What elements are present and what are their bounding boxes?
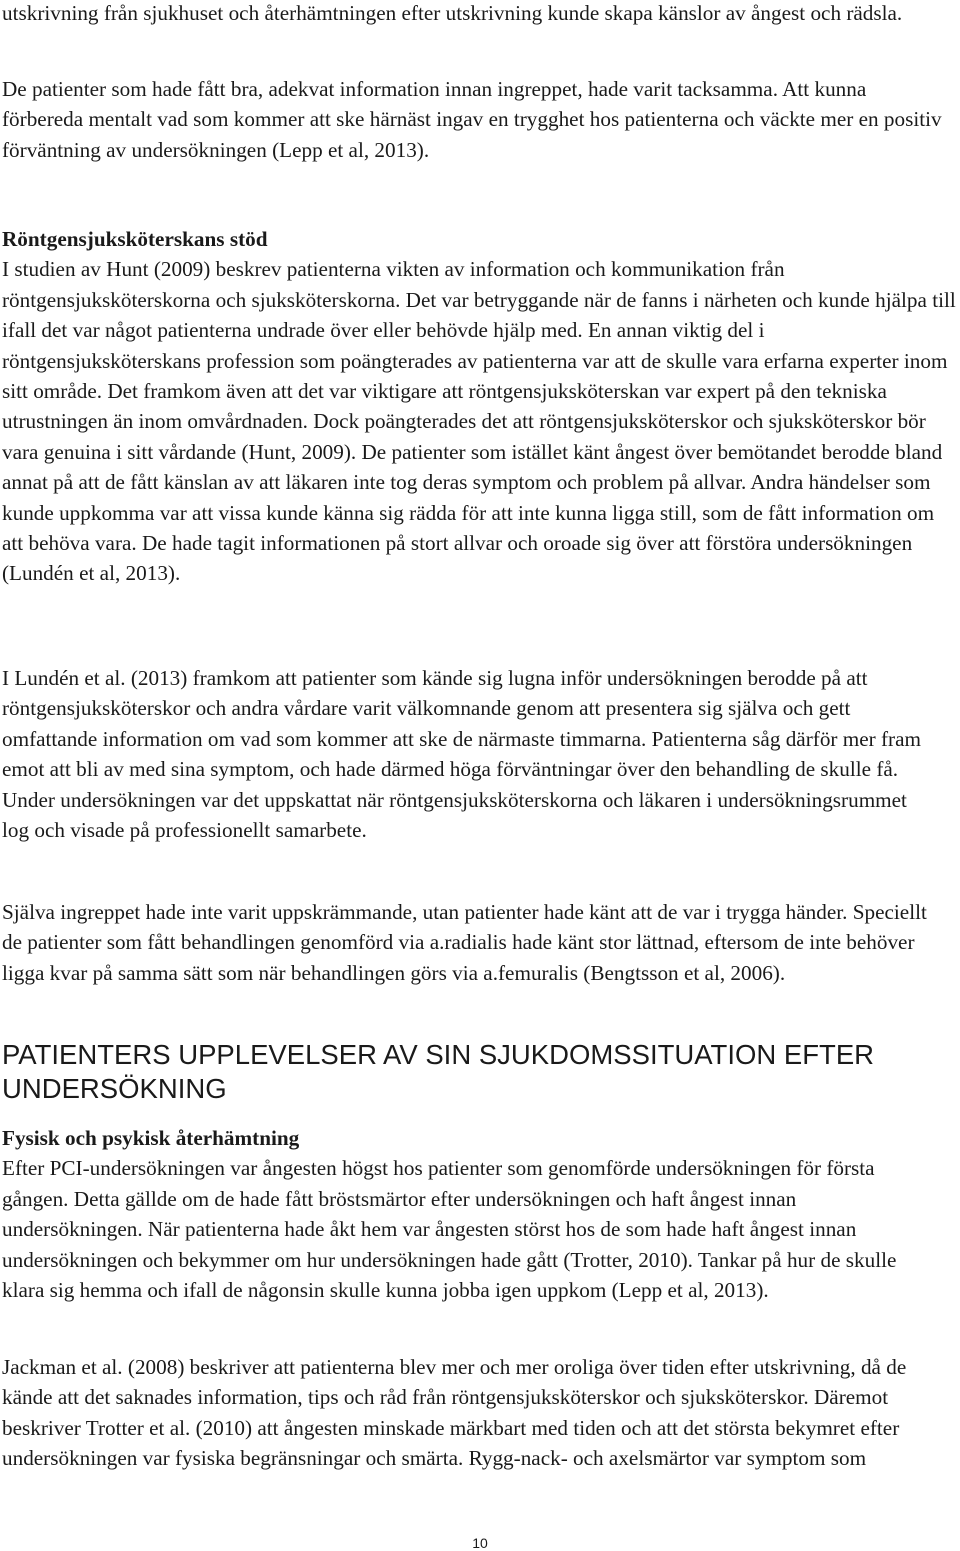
adekvat-information-paragraph: De patienter som hade fått bra, adekvat information innan ingreppet, hade varit tacksamma. Att kunna förbereda mentalt vad som kommer att ske härnäst ingav en trygghet hos patienterna och väckte mer en positiv förväntning av undersökningen (Lepp et al, 2013).: [2, 77, 942, 162]
section-heading-fysisk: Fysisk och psykisk återhämtning: [2, 1126, 300, 1150]
section-fysisk-psykisk-aterhamtning: [2, 1123, 942, 1305]
lunden-paragraph: I Lundén et al. (2013) framkom att patienter som kände sig lugna inför undersökningen berodde på att röntgensjuksköterskor och andra vårdare varit välkomnande genom att presentera sig själva och gett omfattande information om vad som kommer att ske de närmaste timmarna. Patienterna såg därför mer fram emot att bli av med sina symptom, och hade därmed höga förväntningar över den behandling de skulle få. Under undersökningen var det uppskattat när röntgensjuksköterskorna och läkaren i undersökningsrummet log och visade på professionellt samarbete.: [2, 666, 921, 843]
page-number: 10: [472, 1535, 488, 1551]
section-rontgensjukskoterskans-stod: [2, 224, 958, 589]
jackman-paragraph: Jackman et al. (2008) beskriver att patienterna blev mer och mer oroliga över tiden efter utskrivning, då de kände att det saknades information, tips och råd från röntgensjuksköterskor och sjuksköterskor. Däremot beskriver Trotter et al. (2010) att ångesten minskade märkbart med tiden och att det största bekymret efter undersökningen var fysiska begränsningar och smärta. Rygg-nack- och axelsmärtor var symptom som: [2, 1355, 907, 1471]
sjalva-ingreppet-paragraph: Själva ingreppet hade inte varit uppskrämmande, utan patienter hade känt att de var i trygga händer. Speciellt de patienter som fått behandlingen genomförd via a.radialis hade känt stor lättnad, eftersom de inte behöver ligga kvar på samma sätt som när behandlingen görs via a.femuralis (Bengtsson et al, 2006).: [2, 900, 927, 985]
section-body-fysisk: Efter PCI-undersökningen var ångesten högst hos patienter som genomförde undersökningen för första gången. Detta gällde om de hade fått bröstsmärtor efter undersökningen och haft ångest innan undersökningen. När patienterna hade åkt hem var ångesten störst hos de som hade haft ångest innan undersökningen och bekymmer om hur undersökningen hade gått (Trotter, 2010). Tankar på hur de skulle klara sig hemma och ifall de någonsin skulle kunna jobba igen uppkom (Lepp et al, 2013).: [2, 1156, 897, 1303]
continuation-paragraph: utskrivning från sjukhuset och återhämtningen efter utskrivning kunde skapa känslor av ångest och rädsla.: [2, 1, 903, 25]
main-heading: PATIENTERS UPPLEVELSER AV SIN SJUKDOMSSITUATION EFTER UNDERSÖKNING: [2, 1039, 875, 1104]
section-body-stod: I studien av Hunt (2009) beskrev patienterna vikten av information och kommunikation från röntgensjuksköterskorna och sjuksköterskorna. Det var betryggande när de fanns i närheten och kunde hjälpa till ifall det var något patienterna undrade över eller behövde hjälp med. En annan viktig del i röntgensjuksköterskans profession som poängterades av patienterna var att de skulle vara erfarna experter inom sitt område. Det framkom även att det var viktigare att röntgensjuksköterskan var expert på den tekniska utrustningen än inom omvårdnaden. Dock poängterades det att röntgensjuksköterskor och sjuksköterskor bör vara genuina i sitt vårdande (Hunt, 2009). De patienter som istället känt ångest över bemötandet berodde bland annat på att de fått känslan av att läkaren inte tog deras symptom och problem på allvar. Andra händelser som kunde uppkomma var att vissa kunde känna sig rädda för att inte kunna ligga still, som de fått information om att behöva vara. De hade tagit informationen på stort allvar och oroade sig över att förstöra undersökningen (Lundén et al, 2013).: [2, 257, 956, 586]
section-heading-stod: Röntgensjuksköterskans stöd: [2, 227, 268, 251]
